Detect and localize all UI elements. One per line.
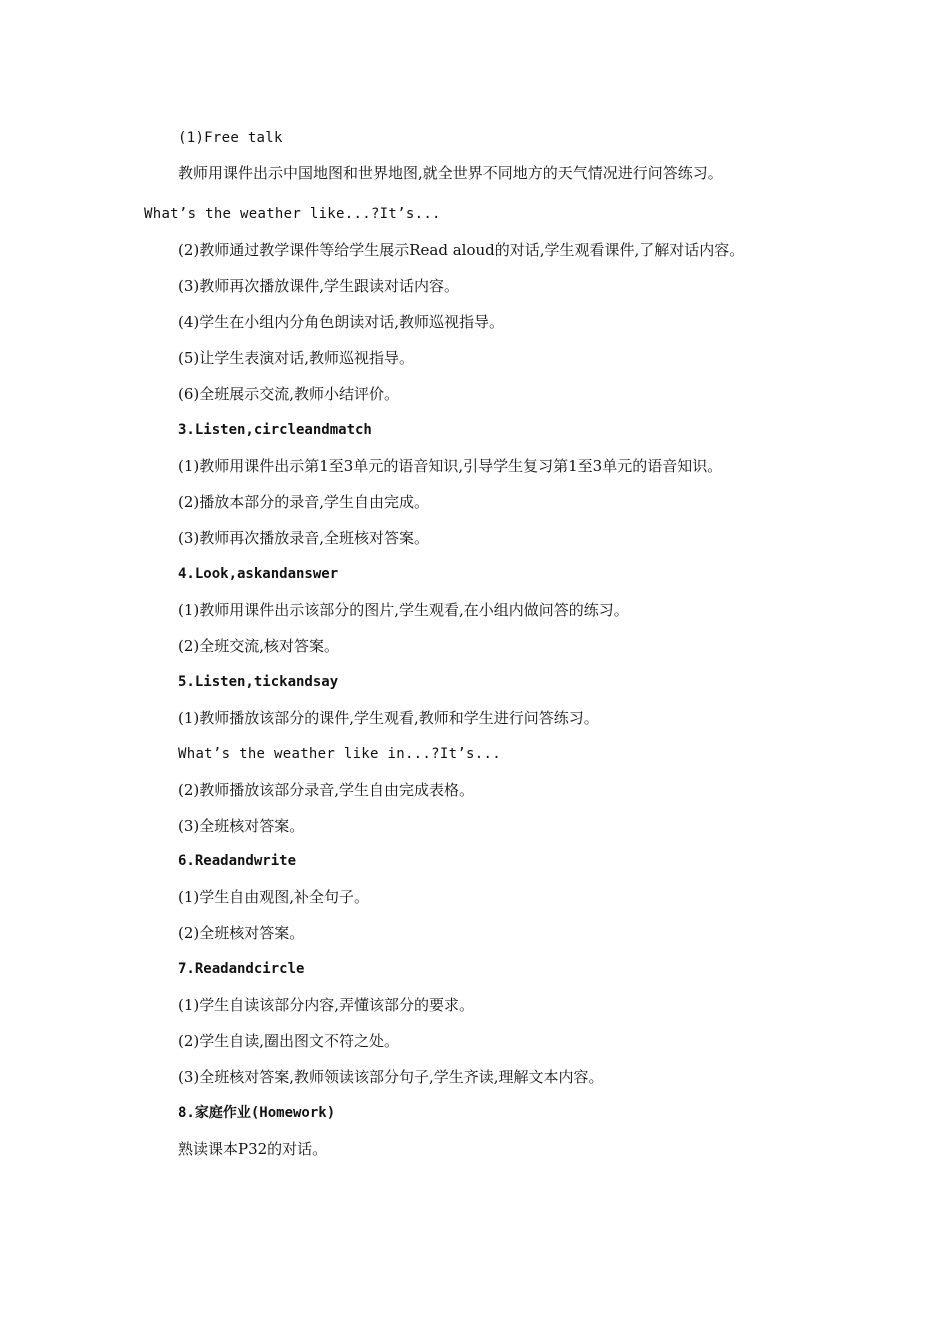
section-heading: 6.Readandwrite bbox=[178, 853, 297, 869]
paragraph-line: (4)学生在小组内分角色朗读对话,教师巡视指导。 bbox=[178, 313, 505, 331]
paragraph-line: 教师用课件出示中国地图和世界地图,就全世界不同地方的天气情况进行问答练习。 bbox=[178, 164, 723, 182]
section-heading: 5.Listen,tickandsay bbox=[178, 674, 339, 690]
section-heading: 3.Listen,circleandmatch bbox=[178, 422, 372, 438]
paragraph-line: (2)教师通过教学课件等给学生展示Read aloud的对话,学生观看课件,了解对话内容。 bbox=[178, 241, 745, 259]
paragraph-line: (3)教师再次播放课件,学生跟读对话内容。 bbox=[178, 277, 460, 295]
paragraph-line: (1)教师用课件出示第1至3单元的语音知识,引导学生复习第1至3单元的语音知识。 bbox=[178, 457, 723, 475]
paragraph-line: (3)全班核对答案。 bbox=[178, 817, 305, 835]
paragraph-line: (3)教师再次播放录音,全班核对答案。 bbox=[178, 529, 430, 547]
paragraph-line: (1)教师用课件出示该部分的图片,学生观看,在小组内做问答的练习。 bbox=[178, 601, 629, 619]
paragraph-line: (1)学生自由观图,补全句子。 bbox=[178, 888, 370, 906]
section-heading: 7.Readandcircle bbox=[178, 961, 305, 977]
paragraph-line: (2)播放本部分的录音,学生自由完成。 bbox=[178, 493, 430, 511]
paragraph-line: (2)全班核对答案。 bbox=[178, 924, 305, 942]
free-talk-step: (1)Free talk bbox=[178, 130, 283, 146]
section-heading: 4.Look,askandanswer bbox=[178, 566, 339, 582]
paragraph-line: (3)全班核对答案,教师领读该部分句子,学生齐读,理解文本内容。 bbox=[178, 1068, 604, 1086]
example-sentence: What’s the weather like in...?It’s... bbox=[178, 746, 501, 762]
section-heading: 8.家庭作业(Homework) bbox=[178, 1105, 336, 1121]
paragraph-line: (2)全班交流,核对答案。 bbox=[178, 637, 340, 655]
paragraph-line: (1)教师播放该部分的课件,学生观看,教师和学生进行问答练习。 bbox=[178, 709, 599, 727]
paragraph-line: (5)让学生表演对话,教师巡视指导。 bbox=[178, 349, 415, 367]
paragraph-line: (2)学生自读,圈出图文不符之处。 bbox=[178, 1032, 400, 1050]
paragraph-line: (6)全班展示交流,教师小结评价。 bbox=[178, 385, 400, 403]
example-sentence: What’s the weather like...?It’s... bbox=[144, 206, 441, 222]
paragraph-line: 熟读课本P32的对话。 bbox=[178, 1140, 328, 1158]
paragraph-line: (2)教师播放该部分录音,学生自由完成表格。 bbox=[178, 781, 475, 799]
paragraph-line: (1)学生自读该部分内容,弄懂该部分的要求。 bbox=[178, 996, 475, 1014]
